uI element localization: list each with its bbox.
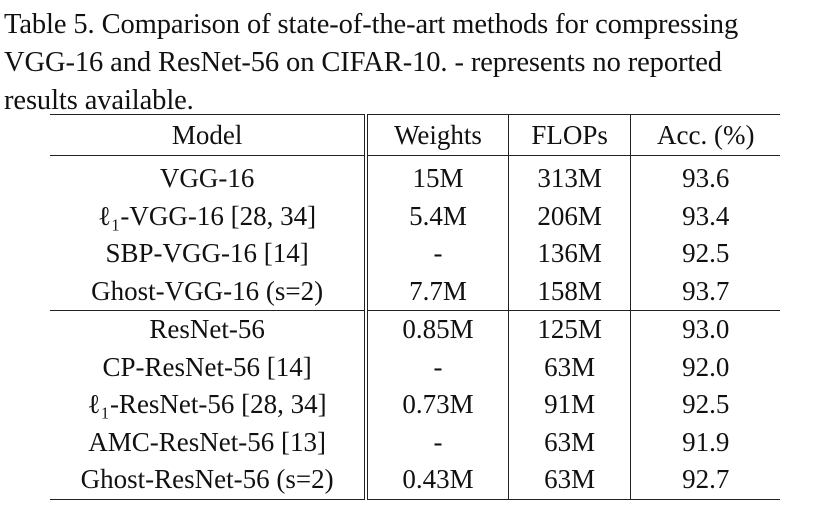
flops-cell: 63M [508,424,631,462]
flops-cell: 136M [508,235,631,273]
caption-line: VGG-16 and ResNet-56 on CIFAR-10. - represents no reported [4,47,722,78]
acc-cell-best: 92.7 [631,461,780,499]
model-cell: Ghost-VGG-16 (s=2) [50,273,366,311]
flops-cell: 91M [508,386,631,424]
header-acc: Acc. (%) [631,115,780,156]
resnet-group [50,311,780,500]
acc-cell: 91.9 [682,426,730,457]
acc-cell: 93.6 [682,163,730,193]
acc-cell-best: 93.7 [682,275,730,306]
weights-cell: - [366,349,508,387]
vgg-group [50,156,780,311]
table-row [50,311,780,349]
model-cell: SBP-VGG-16 [14] [50,235,366,273]
model-cell: Ghost-ResNet-56 (s=2) [50,461,366,499]
flops-cell: 125M [508,311,631,349]
comparison-table [50,114,780,500]
table-row [50,386,780,424]
weights-cell: 15M [366,156,508,198]
weights-cell: 5.4M [366,198,508,236]
table-row [50,349,780,387]
acc-cell: 92.5 [682,389,730,419]
table-row [50,461,780,499]
table-row [50,156,780,198]
flops-cell: 63M [508,461,631,499]
model-cell: CP-ResNet-56 [14] [50,349,366,387]
model-cell: ResNet-56 [50,311,366,349]
acc-cell: 93.0 [631,311,780,349]
header-flops: FLOPs [508,115,631,156]
table-row [50,424,780,462]
header-weights: Weights [366,115,508,156]
weights-cell: 0.73M [366,386,508,424]
flops-cell: 206M [508,198,631,236]
model-cell: AMC-ResNet-56 [13] [50,424,366,462]
table-header-row [50,115,780,156]
acc-cell: 92.5 [682,238,730,268]
table-row [50,235,780,273]
flops-cell: 63M [508,349,631,387]
table-row [50,273,780,311]
table-row [50,198,780,236]
caption-line: results available. [4,85,194,116]
caption-line: Table 5. Comparison of state-of-the-art methods for compressing [4,9,739,40]
model-cell: VGG-16 [50,156,366,198]
weights-cell: - [366,235,508,273]
weights-cell: 0.43M [366,461,508,499]
flops-cell: 158M [508,273,631,311]
weights-cell: 7.7M [366,273,508,311]
acc-cell: 93.4 [682,200,730,231]
model-cell: ℓ₁-ResNet-56 [28, 34] [50,386,366,424]
header-model: Model [50,115,366,156]
table-caption [4,6,826,120]
flops-cell: 313M [508,156,631,198]
acc-cell: 92.0 [682,351,730,382]
weights-cell: - [366,424,508,462]
weights-cell: 0.85M [366,311,508,349]
model-cell: ℓ₁-VGG-16 [28, 34] [50,198,366,236]
